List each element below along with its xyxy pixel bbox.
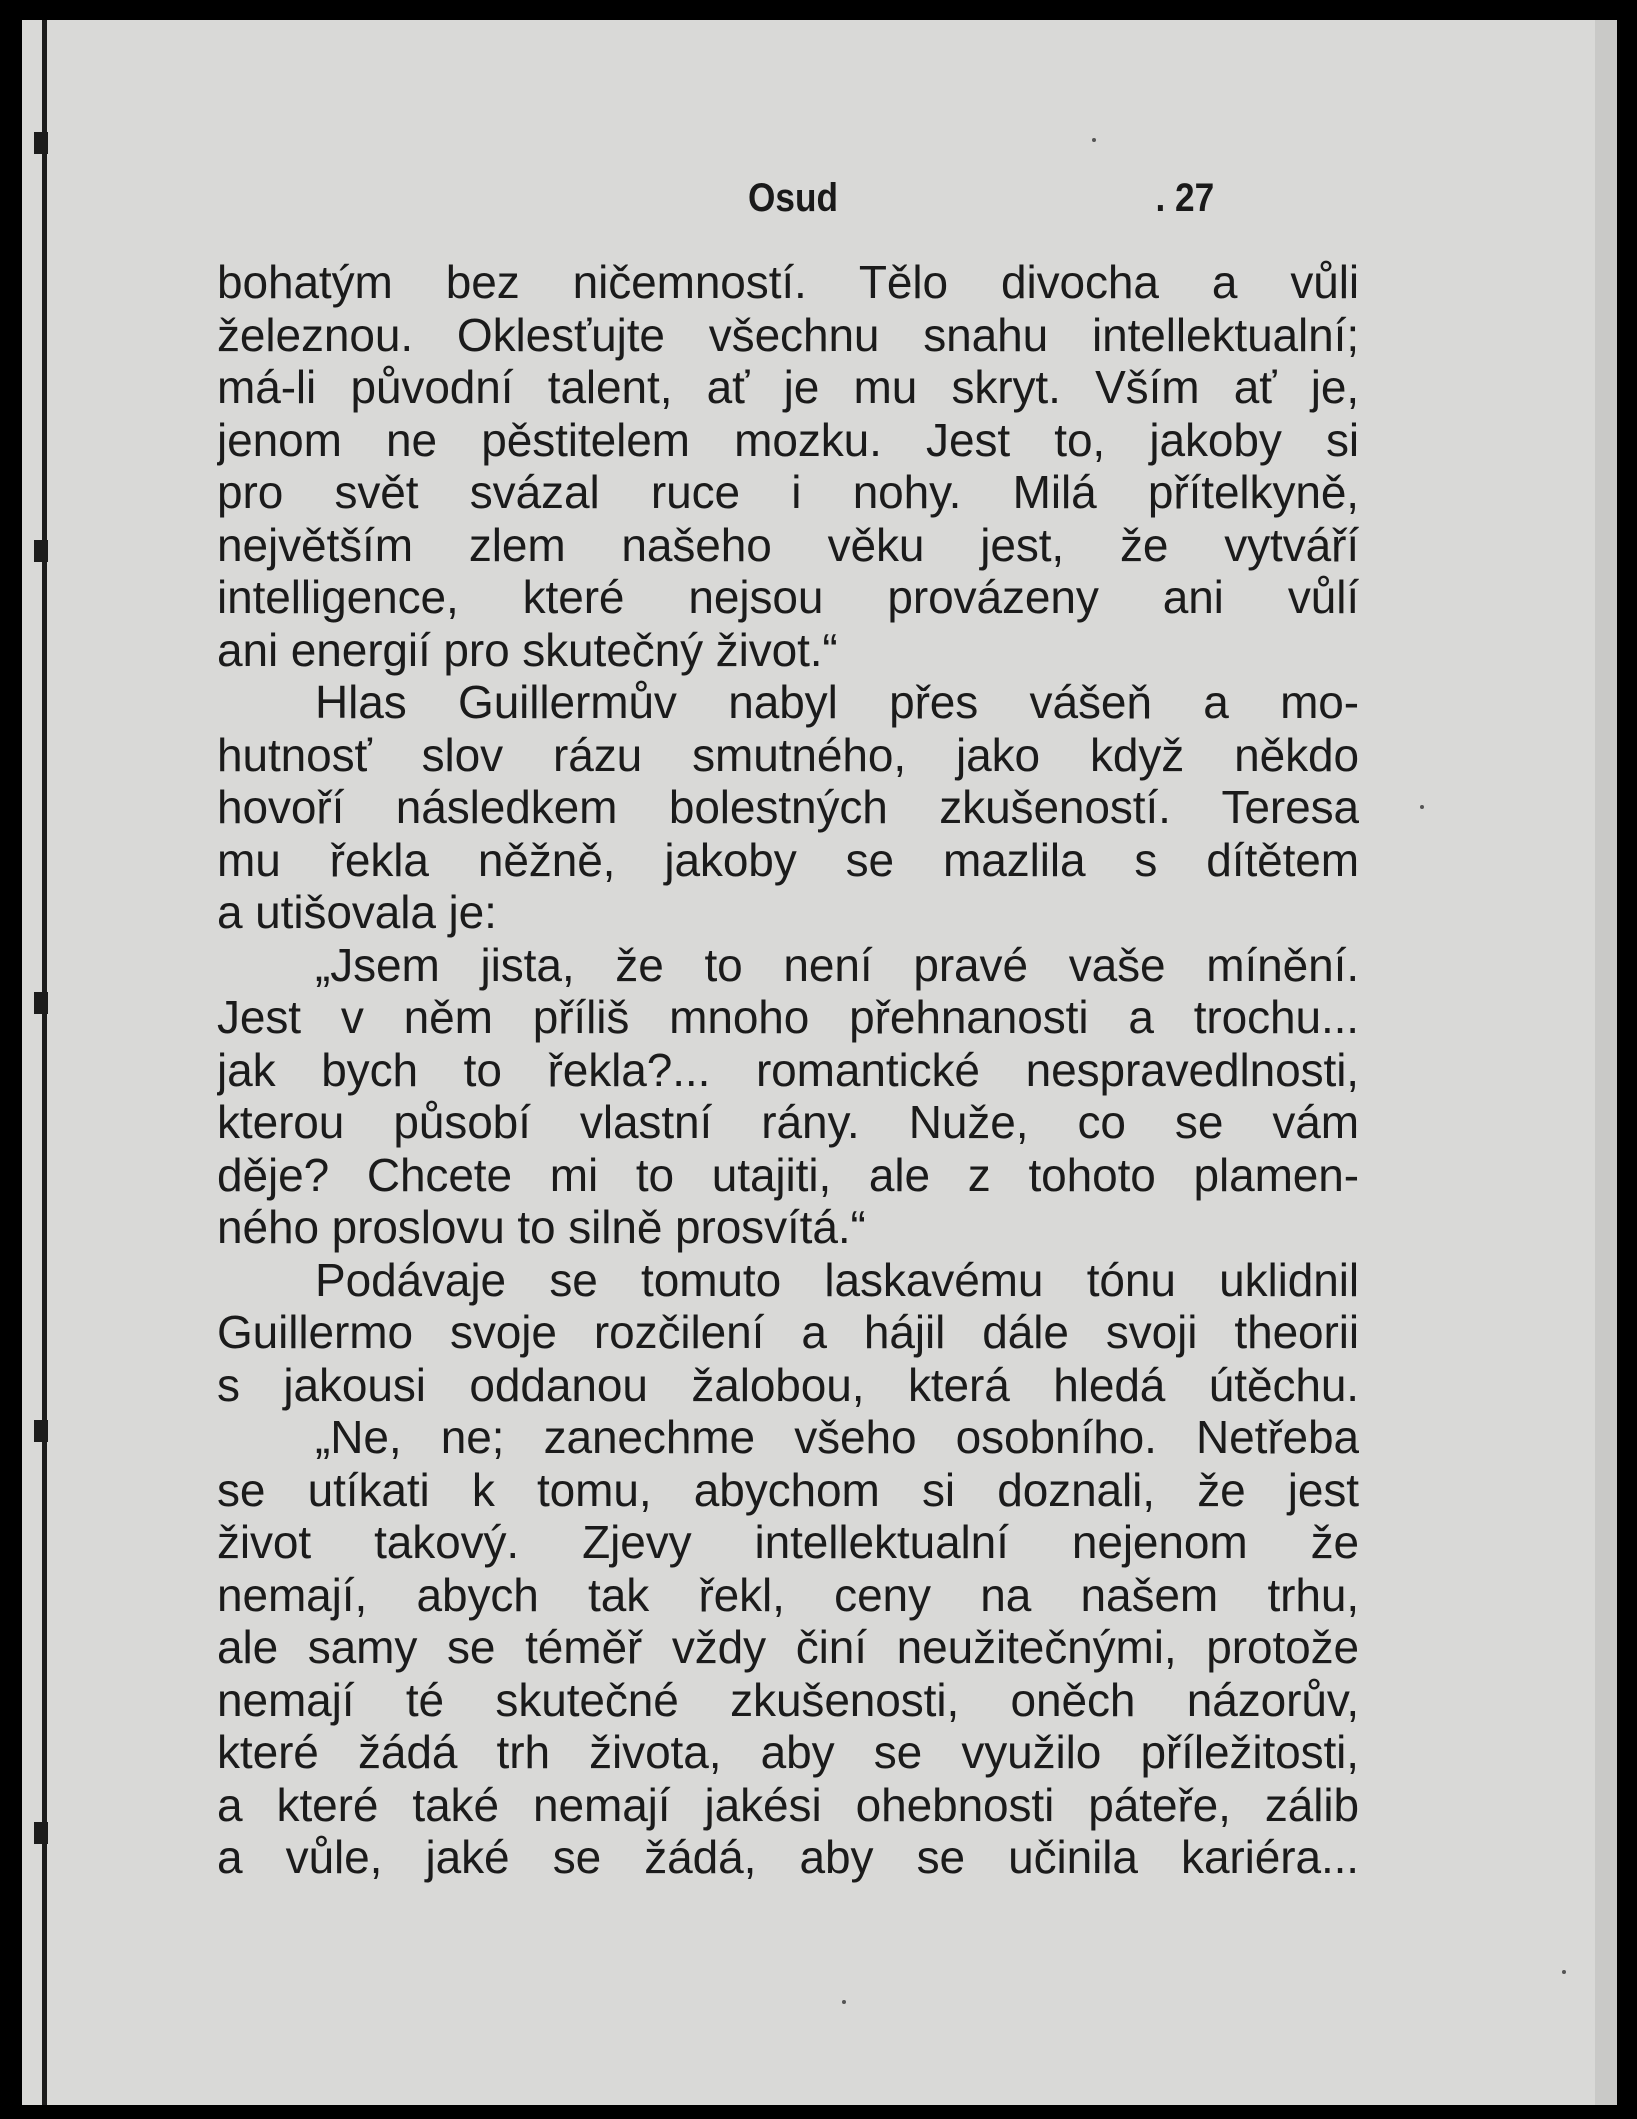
text-line: děje? Chcete mi to utajiti, ale z tohoto plamen-: [217, 1148, 1359, 1201]
text-line: a utišovala je:: [217, 886, 497, 938]
page-header: [22, 176, 1426, 236]
text-line: se utíkati k tomu, abychom si doznali, že jest: [217, 1463, 1359, 1516]
page-spine-edge: [42, 20, 47, 2105]
paper-speck: [842, 2000, 846, 2004]
text-line: pro svět svázal ruce i nohy. Milá přítelkyně,: [217, 466, 1359, 518]
text-line: Podávaje se tomuto laskavému tónu uklidnil: [315, 1253, 1359, 1306]
page-number: . 27: [1155, 176, 1215, 220]
text-line: jak bych to řekla?... romantické nespravedlnosti,: [217, 1043, 1359, 1096]
text-line: „Ne, ne; zanechme všeho osobního. Netřeba: [315, 1411, 1359, 1463]
text-line: ného proslovu to silně prosvítá.“: [217, 1201, 866, 1253]
text-line: ani energií pro skutečný život.“: [217, 623, 838, 676]
text-line: intelligence, které nejsou provázeny ani vůlí: [217, 571, 1359, 623]
binding-mark: [34, 540, 48, 562]
book-page: [22, 20, 1617, 2105]
text-line: bohatým bez ničemností. Tělo divocha a vůli: [217, 256, 1359, 308]
text-line: s jakousi oddanou žalobou, která hledá útěchu.: [217, 1358, 1359, 1411]
text-line: kterou působí vlastní rány. Nuže, co se vám: [217, 1096, 1359, 1148]
text-line: nemají, abych tak řekl, ceny na našem trhu,: [217, 1568, 1359, 1621]
text-line: Guillermo svoje rozčilení a hájil dále svoji theorii: [217, 1306, 1359, 1358]
body-text: [217, 256, 1359, 1884]
text-line: ale samy se téměř vždy činí neužitečnými, protože: [217, 1621, 1359, 1673]
text-line: život takový. Zjevy intellektualní nejenom že: [217, 1516, 1359, 1568]
text-line: Jest v něm příliš mnoho přehnanosti a trochu...: [217, 991, 1359, 1043]
text-line: největším zlem našeho věku jest, že vytváří: [217, 518, 1359, 571]
binding-mark: [34, 132, 48, 154]
paper-speck: [1420, 805, 1424, 809]
text-line: má-li původní talent, ať je mu skryt. Vším ať je,: [217, 361, 1359, 413]
text-line: „Jsem jista, že to není pravé vaše mínění.: [315, 938, 1359, 991]
binding-mark: [34, 1420, 48, 1442]
text-line: jenom ne pěstitelem mozku. Jest to, jakoby si: [217, 413, 1359, 466]
text-line: které žádá trh života, aby se využilo příležitosti,: [217, 1726, 1359, 1778]
text-line: hutnosť slov rázu smutného, jako když někdo: [217, 728, 1359, 781]
text-line: hovoří následkem bolestných zkušeností. Teresa: [217, 781, 1359, 833]
paper-speck: [1562, 1970, 1566, 1974]
binding-mark: [34, 1822, 48, 1844]
text-line: mu řekla něžně, jakoby se mazlila s dítětem: [217, 833, 1359, 886]
binding-mark: [34, 992, 48, 1014]
text-line: a které také nemají jakési ohebnosti páteře, zálib: [217, 1778, 1359, 1831]
text-line: Hlas Guillermův nabyl přes vášeň a mo-: [315, 676, 1359, 728]
text-line: a vůle, jaké se žádá, aby se učinila kariéra...: [217, 1831, 1359, 1883]
paper-speck: [1092, 138, 1096, 142]
text-line: nemají té skutečné zkušenosti, oněch názorův,: [217, 1673, 1359, 1726]
page-right-edge: [1595, 20, 1617, 2105]
text-line: železnou. Oklesťujte všechnu snahu intellektualní;: [217, 308, 1359, 361]
running-title: Osud: [748, 176, 838, 220]
